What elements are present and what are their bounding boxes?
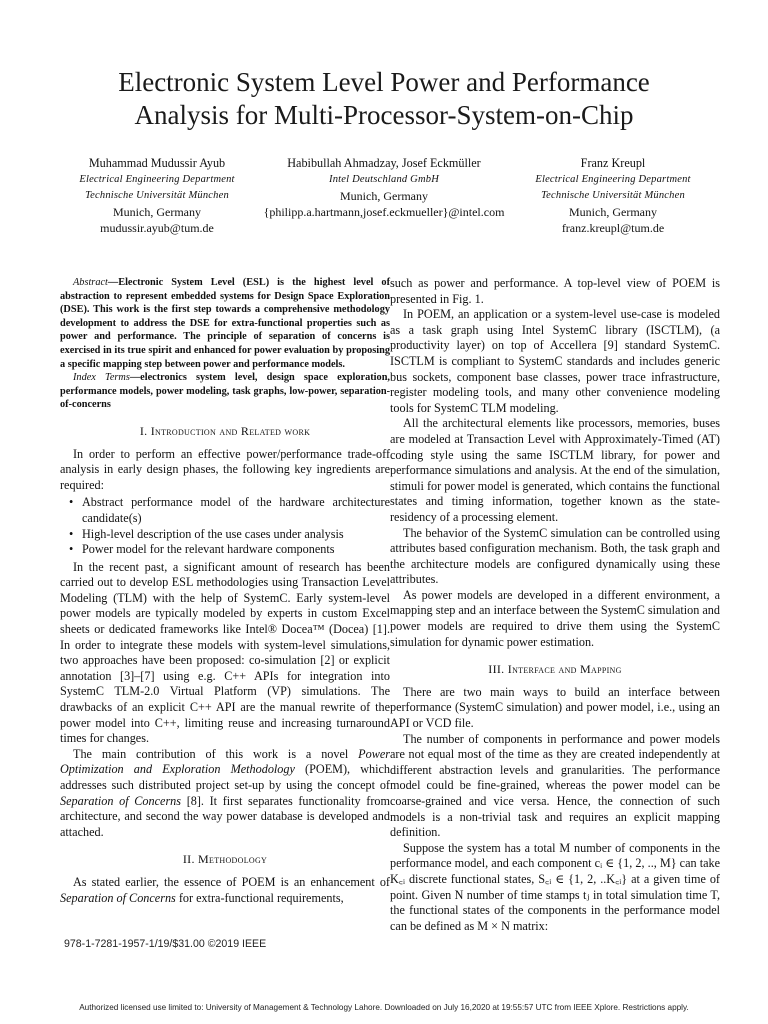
section-3-paragraph-1: There are two main ways to build an interface between performance (SystemC simulation) and power model, i.e., using an API or VCD file. <box>390 684 720 731</box>
author-1-email: mudussir.ayub@tum.de <box>100 221 214 235</box>
paper-title <box>0 66 768 132</box>
author-2-city: Munich, Germany <box>340 189 428 203</box>
section-1-heading: I. Introduction and Related work <box>139 423 311 438</box>
left-column <box>60 276 390 906</box>
author-2 <box>252 155 516 220</box>
paper-title-line-2: Analysis for Multi-Processor-System-on-Chip <box>134 100 634 130</box>
list-item: • Power model for the relevant hardware components <box>82 542 390 558</box>
author-1-name: Muhammad Mudussir Ayub <box>88 156 226 170</box>
author-3 <box>508 155 718 236</box>
section-2-continuation: such as power and performance. A top-level view of POEM is presented in Fig. 1. <box>390 276 720 306</box>
section-1-paragraph-2: In the recent past, a significant amount of research has been carried out to develop ESL methodologies using Transaction Level Modeling (TLM) with the help of SystemC. Early system-level power models are typically modeled by experts in custom Excel sheets or dedicated frameworks like Intel® Docea™ (Docea) [1]. In order to integrate these models with system-level simulations, two approaches have been proposed: co-simulation [2] or explicit annotation [3]–[7] using e.g. C++ APIs for integration into SystemC TLM-2.0 Virtual Platform (VP) simulations. The drawbacks of an explicit C++ API are the manual rewrite of the power model into C++, limiting reuse and increasing turnaround times for changes. <box>60 559 390 746</box>
section-1-paragraph-3 <box>60 747 390 841</box>
author-1-city: Munich, Germany <box>113 205 201 219</box>
abstract-text: —Electronic System Level (ESL) is the highest level of abstraction to represent embedded systems for Design Space Exploration (DSE). This work is the first step towards a comprehensive methodology development to address the DSE for extra-functional properties such as power and performance. The principle of separation of concerns is exercised in its true spirit and enhanced for power evaluation by proposing a specific mapping step between power and performance models. <box>60 277 390 370</box>
text-run: As stated earlier, the essence of POEM is an enhancement of <box>73 874 390 889</box>
author-2-email: {philipp.a.hartmann,josef.eckmueller}@intel.com <box>263 205 505 219</box>
separation-of-concerns-term: Separation of Concerns <box>60 890 176 905</box>
right-column <box>390 276 720 934</box>
list-item: • Abstract performance model of the hardware architecture candidate(s) <box>82 495 390 526</box>
section-2-paragraph-3: All the architectural elements like processors, memories, buses are modeled at Transaction Level with Approximately-Timed (AT) coding style using the same ISCTLM library, for power and performance simulations and analysis. At the end of the simulation, stimuli for power model is generated, which contains the functional states and timing information, together known as the state-residency of a processing element. <box>390 416 720 524</box>
section-2-paragraph-2: In POEM, an application or a system-level use-case is modeled as a task graph using Intel SystemC library (ISCTLM), (a productivity layer) on top of Accellera [9] standard SystemC. ISCTLM is compliant to SystemC standards and includes generic bus sockets, component base classes, power trace infrastructure, register modeling tools, and many other convenience modeling tools for SystemC TLM modeling. <box>390 307 720 415</box>
license-notice: Authorized licensed use limited to: University of Management & Technology Lahore. Downloaded on July 16,2020 at 19:55:57 UTC from IEEE Xplore. Restrictions apply. <box>79 1003 689 1012</box>
text-run: [8]. It first separates functionality from architecture, and second the way power database is developed and attached. <box>60 793 391 839</box>
author-1 <box>57 155 257 236</box>
text-run: The main contribution of this work is a novel <box>73 746 359 761</box>
index-terms-text: —electronics system level, design space exploration, performance models, power modeling, task graphs, low-power, separation-of-concerns <box>60 372 390 411</box>
text-run: for extra-functional requirements, <box>175 890 344 905</box>
section-3-paragraph-2: The number of components in performance and power models are not equal most of the time as they are created independently at different abstraction levels and granularities. The performance model could be fine-grained, whereas the power model can be coarse-grained and vice versa. Hence, the connection of such models is a non-trivial task and requires an explicit mapping definition. <box>390 731 720 840</box>
section-2-paragraph-4: The behavior of the SystemC simulation can be controlled using attributes based configuration mechanism. Both, the task graph and the architecture models are configured dynamically using these attributes. <box>390 525 720 587</box>
section-2-heading: II. Methodology <box>182 852 268 867</box>
author-3-university: Technische Universität München <box>541 190 685 201</box>
separation-of-concerns-term: Separation of Concerns <box>60 793 182 808</box>
section-1-paragraph-1: In order to perform an effective power/performance trade-off analysis in early design phases, the following key ingredients are required: <box>60 446 390 492</box>
author-2-name: Habibullah Ahmadzay, Josef Eckmüller <box>287 156 481 170</box>
text-run: (POEM), which addresses such distributed project set-up by using the concept of <box>60 762 391 792</box>
abstract <box>60 276 390 412</box>
author-3-email: franz.kreupl@tum.de <box>561 221 665 235</box>
paper-title-line-1: Electronic System Level Power and Performance <box>118 67 650 97</box>
author-2-affiliation: Intel Deutschland GmbH <box>329 174 439 185</box>
author-1-department: Electrical Engineering Department <box>79 174 235 185</box>
author-1-university: Technische Universität München <box>85 190 229 201</box>
author-3-name: Franz Kreupl <box>580 156 646 170</box>
poem-term: Power Optimization and Exploration Methodology <box>60 746 390 777</box>
author-3-department: Electrical Engineering Department <box>535 174 691 185</box>
section-2-paragraph-1 <box>60 875 390 906</box>
copyright-footnote: 978-1-7281-1957-1/19/$31.00 ©2019 IEEE <box>64 938 267 950</box>
section-3-heading: III. Interface and Mapping <box>488 662 622 677</box>
author-3-city: Munich, Germany <box>569 205 657 219</box>
requirements-list <box>60 495 390 557</box>
section-3-paragraph-3: Suppose the system has a total M number of components in the performance model, and each component cᵢ ∈ {1, 2, .., M} can take K꜀ᵢ discrete functional states, S꜀ᵢ ∈ {1, 2, ..K꜀ᵢ} at a given time of point. Given N number of time stamps tⱼ in total simulation time T, the functional states of the components in the performance model can be defined as M × N matrix: <box>390 840 720 933</box>
abstract-label: Abstract <box>73 277 108 288</box>
index-terms-label: Index Terms <box>73 372 130 384</box>
list-item: • High-level description of the use cases under analysis <box>82 527 390 543</box>
section-2-paragraph-5: As power models are developed in a different environment, a mapping step and an interface between the SystemC simulation and power models are required to drive them using the SystemC simulation for dynamic power estimation. <box>390 587 720 649</box>
